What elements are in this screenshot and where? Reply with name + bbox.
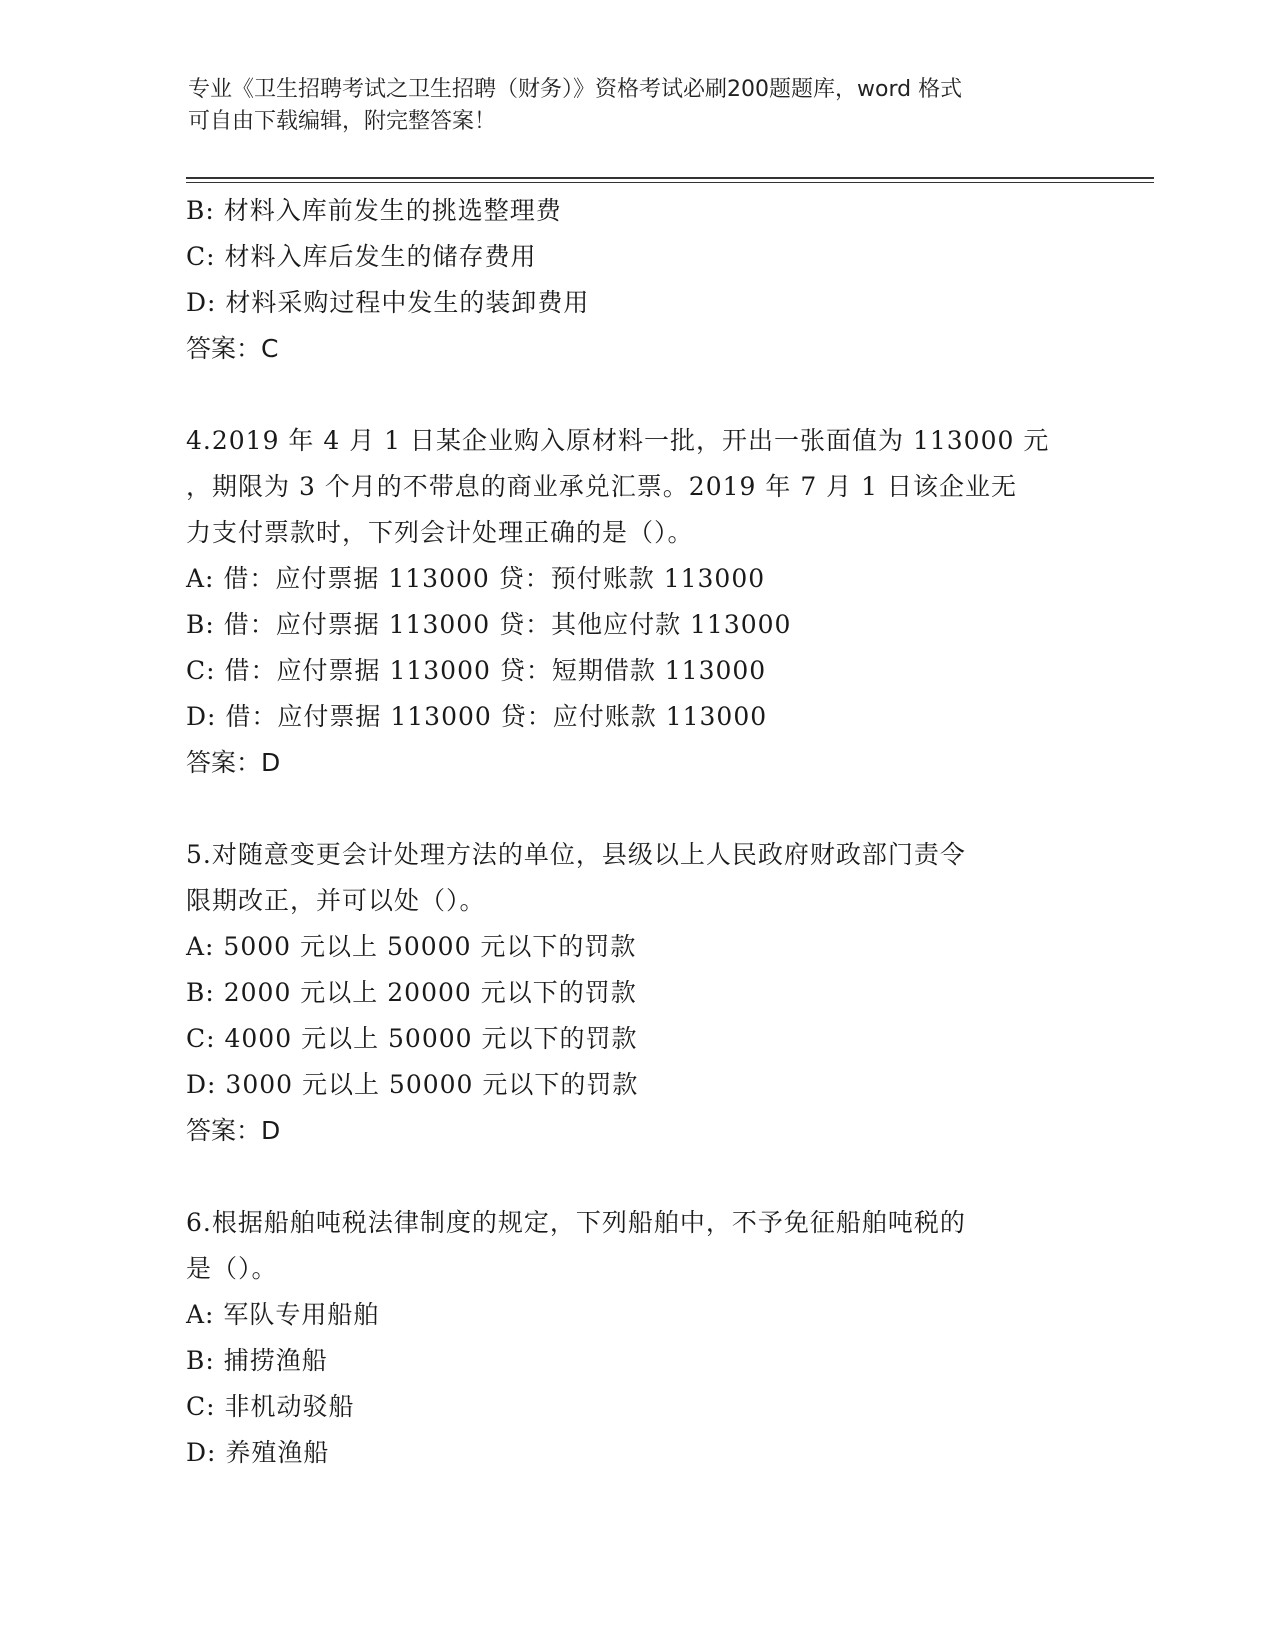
option-d: D: 借：应付票据 113000 贷：应付账款 113000 [186,702,768,731]
question-6 [186,1200,1086,1476]
header-line-1: 专业《卫生招聘考试之卫生招聘（财务）》资格考试必刷200题题库，word 格式 [188,77,963,102]
option-b: B: 借：应付票据 113000 贷：其他应付款 113000 [186,610,792,639]
header-rule [186,177,1154,179]
option-c: C: 非机动驳船 [186,1392,355,1421]
question-line: 5.对随意变更会计处理方法的单位，县级以上人民政府财政部门责令 [186,840,966,869]
answer: 答案：C [186,334,279,363]
option-b: B: 材料入库前发生的挑选整理费 [186,196,562,225]
question-text [186,1200,1086,1292]
option-d: D: 材料采购过程中发生的装卸费用 [186,288,590,317]
question-line: 力支付票款时，下列会计处理正确的是（）。 [186,518,694,547]
answer: 答案：D [186,1116,281,1145]
header-rule-thin [186,182,1154,183]
question-line: 是（）。 [186,1254,278,1283]
option-b: B: 2000 元以上 20000 元以下的罚款 [186,978,637,1007]
question-3 [186,188,1086,372]
question-line: 6.根据船舶吨税法律制度的规定，下列船舶中，不予免征船舶吨税的 [186,1208,966,1237]
spacer [186,786,1086,832]
option-d: D: 养殖渔船 [186,1438,330,1467]
option-b: B: 捕捞渔船 [186,1346,328,1375]
option-a: A: 5000 元以上 50000 元以下的罚款 [186,932,637,961]
document-header [188,74,1068,138]
question-line: 限期改正，并可以处（）。 [186,886,486,915]
option-a: A: 借：应付票据 113000 贷：预付账款 113000 [186,564,766,593]
question-4 [186,418,1086,786]
option-c: C: 借：应付票据 113000 贷：短期借款 113000 [186,656,767,685]
option-c: C: 4000 元以上 50000 元以下的罚款 [186,1024,638,1053]
question-list [186,188,1086,1476]
question-text [186,832,1086,924]
option-d: D: 3000 元以上 50000 元以下的罚款 [186,1070,639,1099]
option-c: C: 材料入库后发生的储存费用 [186,242,537,271]
question-text [186,418,1086,556]
question-5 [186,832,1086,1154]
question-line: 4.2019 年 4 月 1 日某企业购入原材料一批，开出一张面值为 113000 元 [186,426,1050,455]
header-line-2: 可自由下载编辑，附完整答案！ [188,109,497,134]
option-a: A: 军队专用船舶 [186,1300,380,1329]
question-line: ，期限为 3 个月的不带息的商业承兑汇票。2019 年 7 月 1 日该企业无 [186,472,1017,501]
spacer [186,372,1086,418]
answer: 答案：D [186,748,281,777]
spacer [186,1154,1086,1200]
